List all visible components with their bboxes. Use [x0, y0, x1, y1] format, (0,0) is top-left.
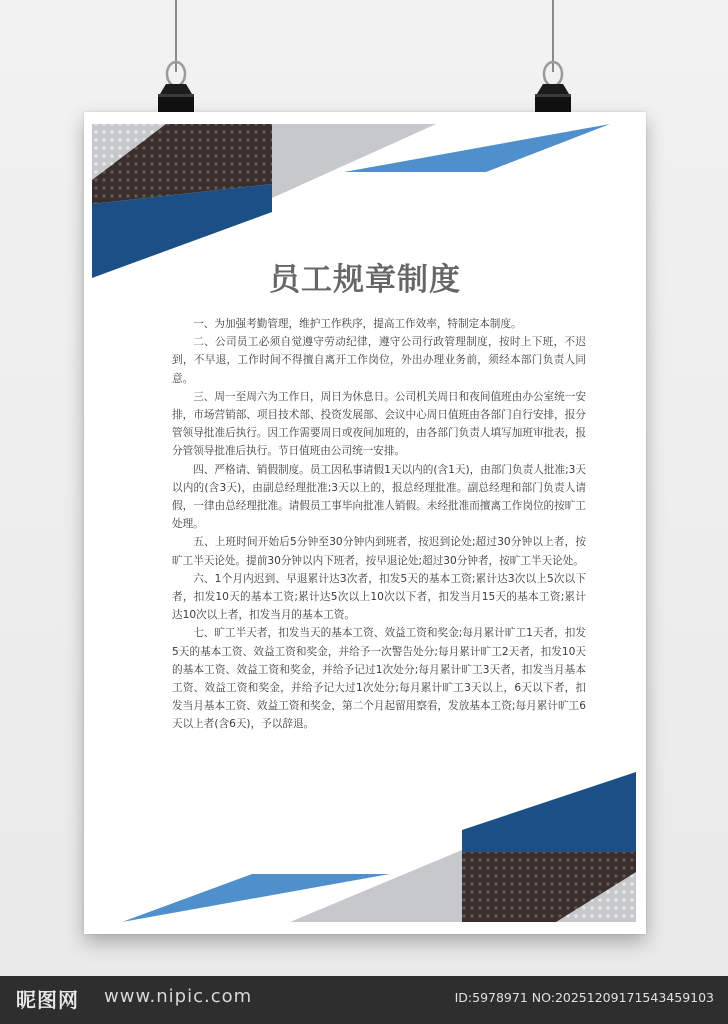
- poster-sheet: [84, 112, 646, 934]
- rule-paragraph-7: 七、旷工半天者，扣发当天的基本工资、效益工资和奖金;每月累计旷工1天者，扣发5天的基本工资、效益工资和奖金，并给予一次警告处分;每月累计旷工2天者，扣发10天的基本工资、效益工资和奖金，并给予记过1次处分;每月累计旷工3天者，扣发当月基本工资、效益工资和奖金，并给予记大过1次处分;每月累计旷工3天以上，6天以下者，扣发当月基本工资、效益工资和奖金，第二个月起留用察看，发放基本工资;每月累计旷工6天以上者(含6天)，予以辞退。: [172, 627, 586, 731]
- watermark-bar: [0, 976, 728, 1024]
- nipic-site-url[interactable]: www.nipic.com: [104, 986, 253, 1007]
- rule-paragraph-3: 三、周一至周六为工作日，周日为休息日。公司机关周日和夜间值班由办公室统一安排，市场营销部、项目技术部、投资发展部、会议中心周日值班由各部门自行安排，报分管领导批准后执行。因工作需要周日或夜间加班的，由各部门负责人填写加班审批表，报分管领导批准后执行。节日值班由公司统一安排。: [172, 390, 586, 458]
- rule-paragraph-1: 一、为加强考勤管理，维护工作秩序，提高工作效率，特制定本制度。: [193, 318, 522, 330]
- rule-paragraph-5: 五、上班时间开始后5分钟至30分钟内到班者，按迟到论处;超过30分钟以上者，按旷工半天论处。提前30分钟以内下班者，按早退论处;超过30分钟者，按旷工半天论处。: [172, 536, 586, 567]
- rules-content: [172, 315, 586, 734]
- rule-paragraph-2: 二、公司员工必须自觉遵守劳动纪律，遵守公司行政管理制度，按时上下班，不迟到，不早退，工作时间不得擅自离开工作岗位，外出办理业务前，须经本部门负责人同意。: [172, 336, 586, 385]
- binder-clip-right-icon: [529, 60, 577, 120]
- binder-clip-left-icon: [152, 60, 200, 120]
- rule-paragraph-4: 四、严格请、销假制度。员工因私事请假1天以内的(含1天)，由部门负责人批准;3天以内的(含3天)，由副总经理批准;3天以上的，报总经理批准。副总经理和部门负责人请假，一律由总经理批准。请假员工事毕向批准人销假。未经批准而擅离工作岗位的按旷工处理。: [172, 463, 586, 531]
- rule-paragraph-6: 六、1个月内迟到、早退累计达3次者，扣发5天的基本工资;累计达3次以上5次以下者，扣发10天的基本工资;累计达5次以上10次以下者，扣发当月15天的基本工资;累计达10次以上者，扣发当月的基本工资。: [172, 572, 586, 622]
- nipic-logo: 昵图网: [16, 988, 79, 1012]
- image-id-text: ID:5978971 NO:20251209171543459103: [454, 990, 714, 1005]
- document-title: 员工规章制度: [269, 262, 461, 298]
